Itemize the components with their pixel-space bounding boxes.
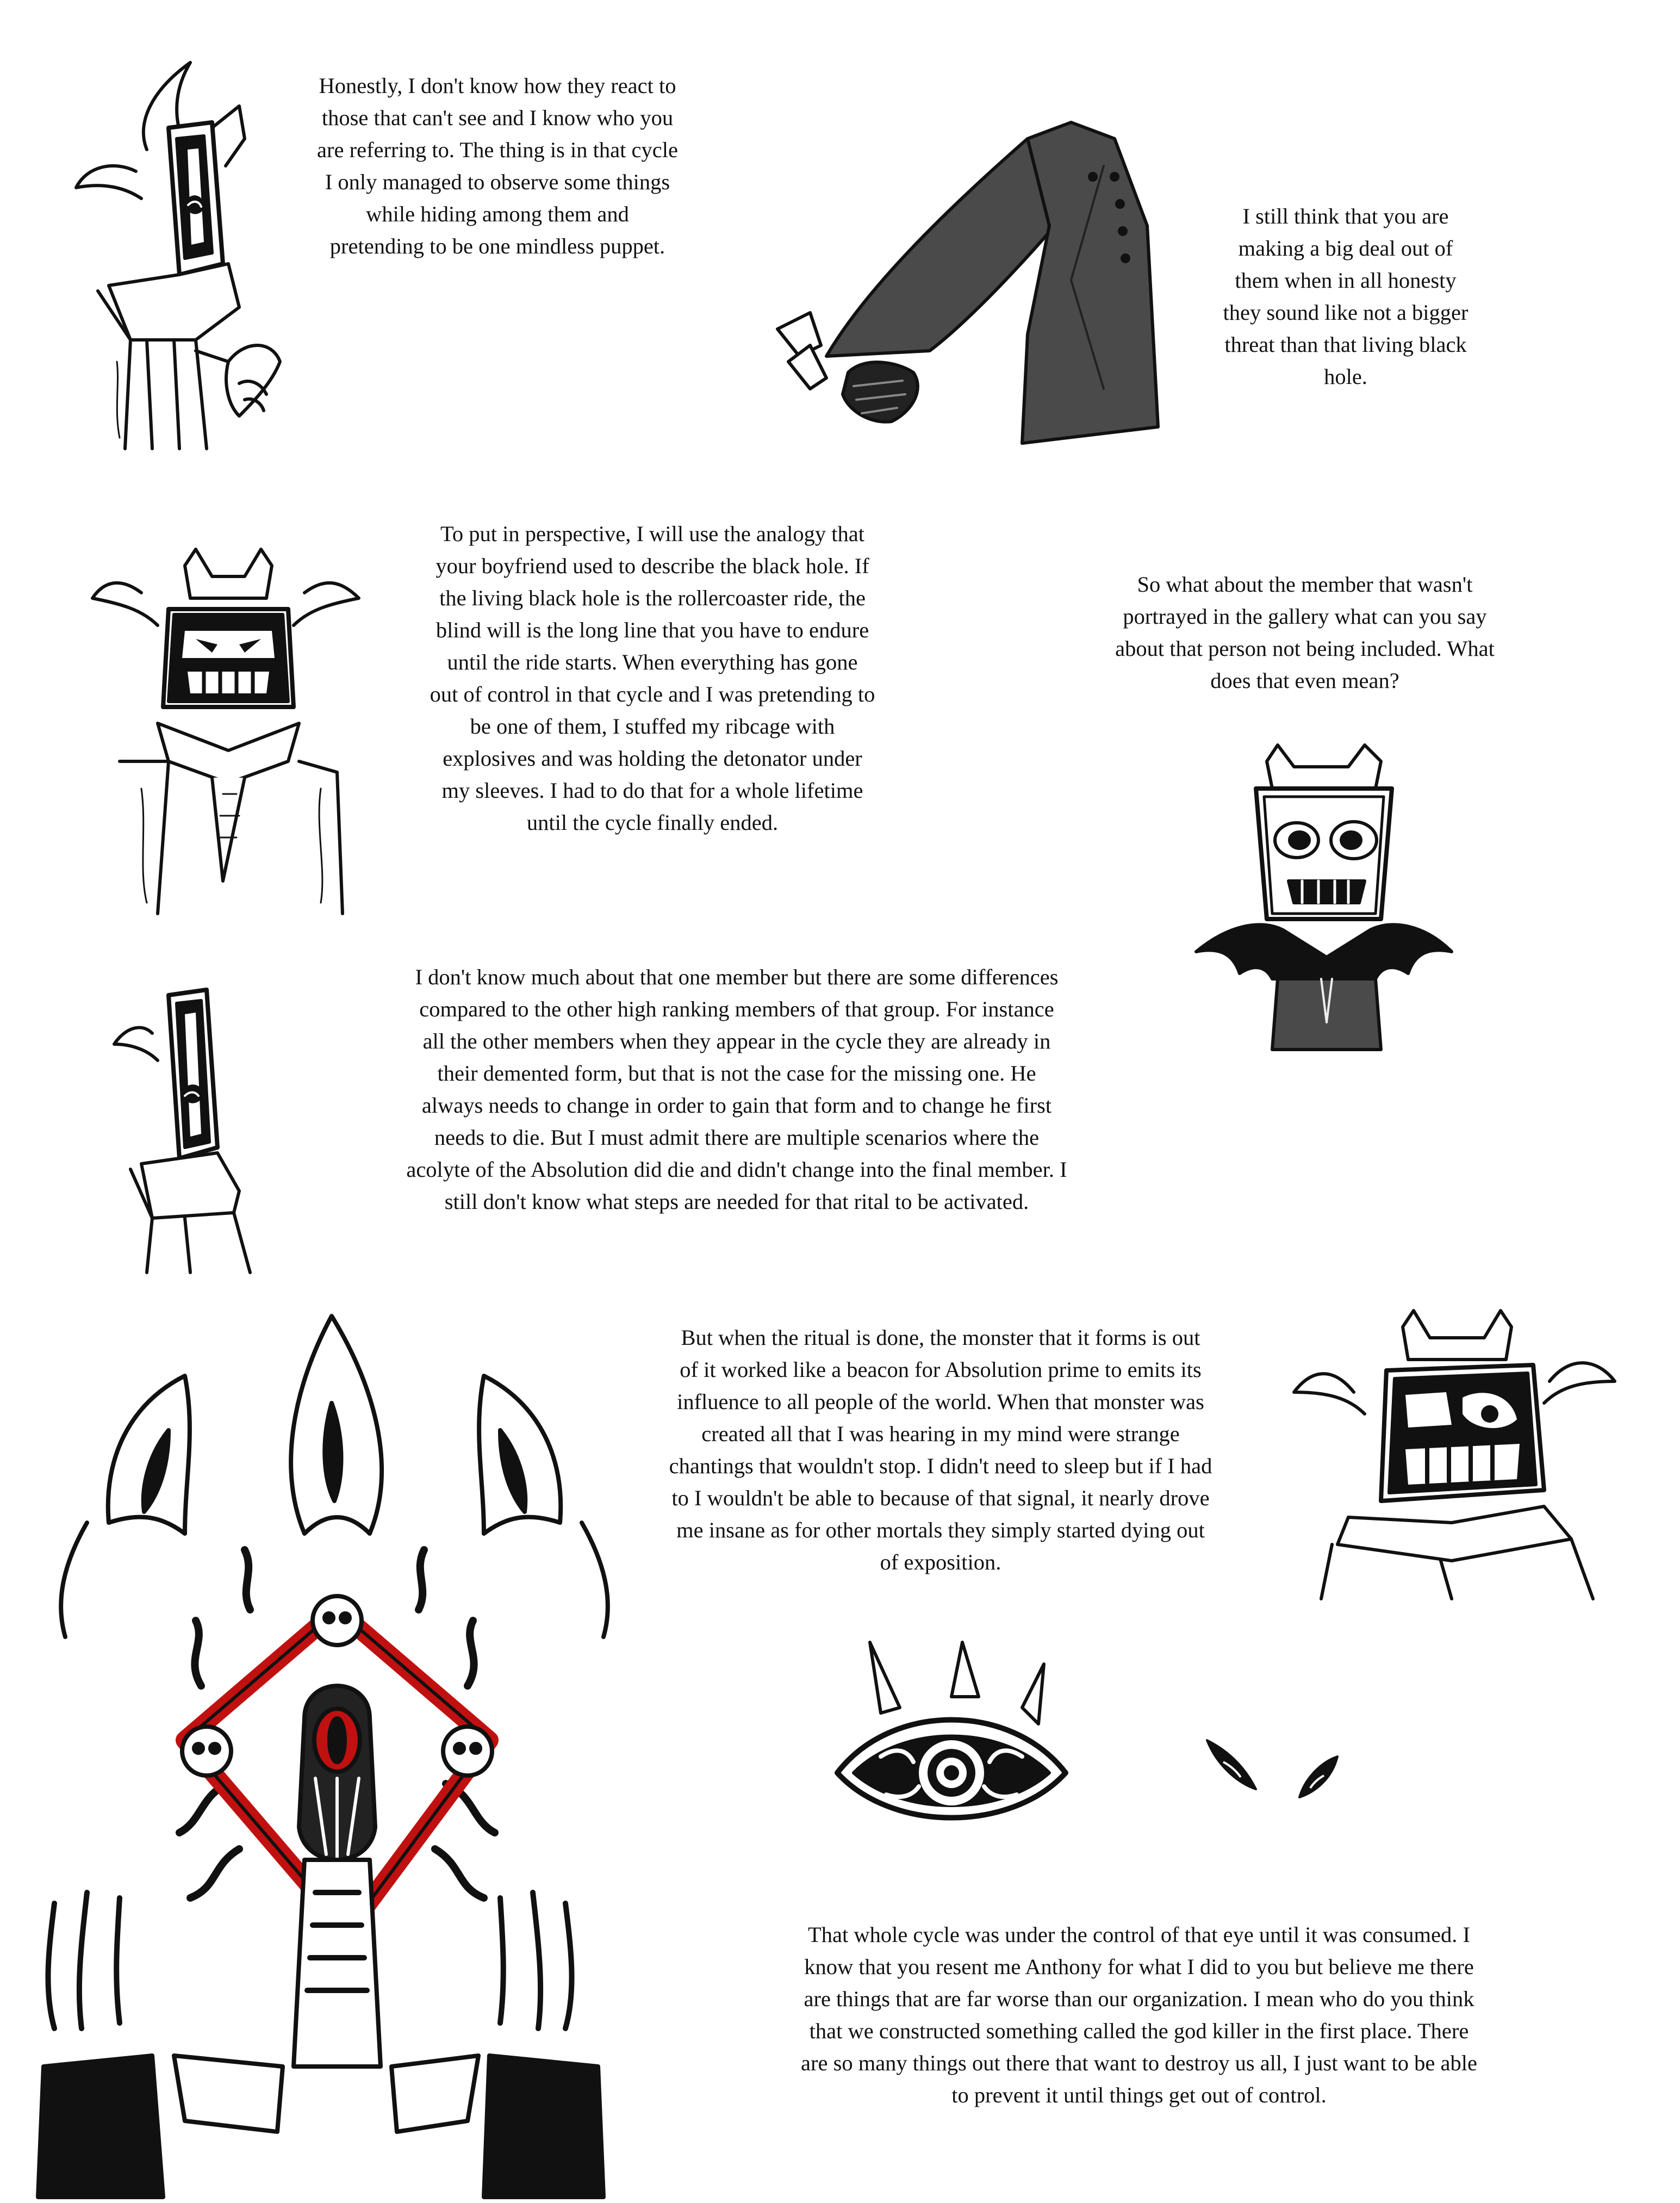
- speech-text: I still think that you are making a big deal out of them when in all honesty they sound like not a bigger threat than that living black hole.: [1223, 204, 1469, 389]
- speech-text: Honestly, I don't know how they react to those that can't see and I know who you are referring to. The thing is in that cycle I only managed to observe some things while hiding among them and pretending to be one mindless puppet.: [317, 73, 678, 258]
- speech-text: That whole cycle was under the control of that eye until it was consumed. I know that you resent me Anthony for what I did to you but believe me there are things that are far worse than our organization. I mean who do you think that we constructed something called the god killer in the first place. There are so many things out there that want to destroy us all, I just want to be able to prevent it until things get out of control.: [801, 1922, 1477, 2107]
- horned-mask-front-illustration: [87, 544, 370, 924]
- masked-knight-profile-illustration: [109, 984, 261, 1278]
- glowing-eyes-illustration: [1202, 1729, 1343, 1800]
- horned-mask-smirk-illustration: [1289, 1305, 1626, 1599]
- speech-text: So what about the member that wasn't portrayed in the gallery what can you say about that person not being included. What does that even mean?: [1115, 572, 1495, 693]
- speech-text: But when the ritual is done, the monster that it forms is out of it worked like a beacon for Absolution prime to emits its influence to all people of the world. When that monster was created all that I was hearing in my mind were strange chantings that wouldn't stop. I didn't need to sleep but if I had to I wouldn't be able to because of that signal, it nearly drove me insane as for other mortals they simply started dying out of exposition.: [669, 1325, 1212, 1574]
- spiked-eye-illustration: [832, 1631, 1071, 1833]
- dark-sleeved-arm-illustration: [767, 117, 1191, 454]
- masked-knight-gesturing-illustration: [65, 57, 283, 460]
- speech-text: To put in perspective, I will use the analogy that your boyfriend used to describe the black hole. If the living black hole is the rollercoaster ride, the blind will is the long line that you have to endure until the ride starts. When everything has gone out of control in that cycle and I was pretending to be one of them, I stuffed my ribcage with explosives and was holding the detonator under my sleeves. I had to do that for a whole lifetime until the cycle finally ended.: [430, 522, 875, 835]
- bug-eyed-mask-illustration: [1185, 740, 1463, 1050]
- speech-text: I don't know much about that one member but there are some differences compared to the other high ranking members of that group. For instance all the other members when they appear in the cycle they are already in their demented form, but that is not the case for the missing one. He always needs to change in order to gain that form and to change he first needs to die. But I must admit there are multiple scenarios where the acolyte of the Absolution did die and didn't change into the final member. I still don't know what steps are needed for that rital to be activated.: [406, 965, 1067, 1214]
